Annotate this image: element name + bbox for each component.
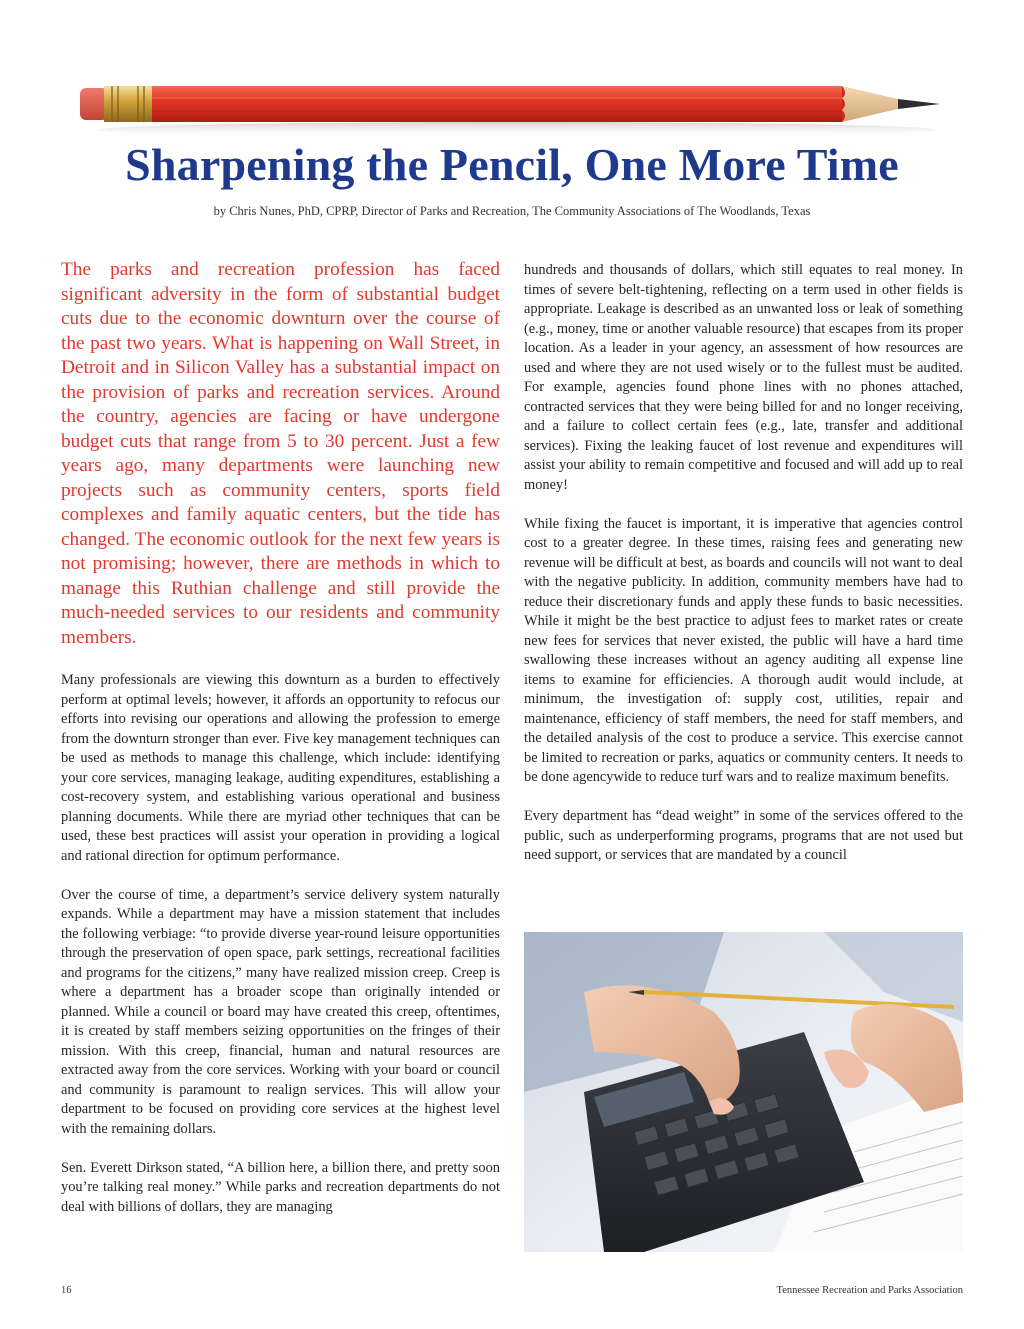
- lede-paragraph: The parks and recreation profession has faced significant adversity in the form of substantial budget cuts due to the economic downturn over the course of the past two years. What is happening on Wall Street, in Detroit and in Silicon Valley has a substantial impact on the provision of parks and recreation services. Around the country, agencies are facing or have undergone budget cuts that range from 5 to 30 percent. Just a few years ago, many departments were launching new projects such as community centers, sports field complexes and family aquatic centers, but the tide has changed. The economic outlook for the next few years is not promising; however, there are methods in which to manage this Ruthian challenge and still provide the much-needed services to our residents and community members.: [61, 259, 500, 648]
- body-paragraph: While fixing the faucet is important, it is imperative that agencies control cost to a greater degree. In these times, raising fees and generating new revenue will be difficult at best, as boards and councils will not want to deal with the negative publicity. In addition, community members have had to reduce their discretionary funds and apply these funds to basic necessities. While it might be the best practice to adjust fees to market rates or create new fees for services that never existed, the public will have a hard time swallowing these increases without an agency auditing all expense line items to examine for efficiencies. A thorough audit would include, at minimum, the investigation of: supply cost, utilities, repair and maintenance, efficiency of staff members, the need for staff members, and the detailed analysis of the cost to produce a service. This exercise cannot be limited to recreation or parks, aquatics or community centers. It needs to be done agencywide to reduce turf wars and to realize maximum benefits.: [524, 515, 963, 785]
- header-pencil-illustration: [78, 68, 948, 140]
- body-paragraph: Every department has “dead weight” in some of the services offered to the public, such as underperforming programs, programs that are not used but need support, or services that are mandated by a council: [524, 808, 963, 863]
- body-paragraph: hundreds and thousands of dollars, which still equates to real money. In times of severe belt-tightening, reflecting on a term used in other fields is appropriate. Leakage is described as an unwanted loss or leak of something (e.g., money, time or another valuable resource) that escapes from its proper location. As a leader in your agency, an assessment of how resources are used and where they are not used wisely or to the fullest must be audited. For example, agencies found phone lines with no phones attached, contracted services that they were being billed for and no longer receiving, and a failure to collect certain fees (e.g., late, transfer and additional services). Fixing the leaking faucet of lost revenue and expenditures will assist your ability to remain competitive and focused and will add up to real money!: [524, 262, 963, 493]
- right-column: [524, 261, 963, 885]
- article-title: Sharpening the Pencil, One More Time: [125, 139, 899, 190]
- body-paragraph: Many professionals are viewing this downturn as a burden to effectively perform at optimal levels; however, it affords an opportunity to refocus our efforts into revising our operations and allowing the profession to emerge from the downturn stronger than ever. Five key management techniques can be used as methods to manage this challenge, which include: identifying your core services, managing leakage, auditing expenditures, establishing a cost-recovery system, and establishing various operational and business planning documents. While there are myriad other techniques that can be used, these best practices will assist your operation in providing a logical and rational direction for optimum performance.: [61, 672, 500, 864]
- byline: by Chris Nunes, PhD, CPRP, Director of Parks and Recreation, The Community Associations of The Woodlands, Texas: [213, 204, 811, 218]
- publication-name: Tennessee Recreation and Parks Association: [776, 1285, 963, 1296]
- page-number: 16: [61, 1285, 72, 1296]
- left-column: [61, 258, 500, 1237]
- calculator-photo: [524, 932, 963, 1252]
- body-paragraph: Sen. Everett Dirkson stated, “A billion here, a billion there, and pretty soon you’re talking real money.” While parks and recreation departments do not deal with billions of dollars, they are managing: [61, 1159, 500, 1215]
- body-paragraph: Over the course of time, a department’s service delivery system naturally expands. While a department may have a mission statement that includes the following verbiage: “to provide diverse year-round leisure opportunities through the preservation of open space, park settings, recreational facilities and programs for the citizens,” many have realized mission creep. Creep is where a department has a broader scope than originally intended or planned. While a council or board may have created this creep, oftentimes, it is created by staff members seizing opportunities on the fringes of their mission. With this creep, financial, human and natural resources are extracted away from the core services. Working with your board or council and community is paramount to realign services. This will allow your department to be focused on providing core services at the highest level with the remaining dollars.: [61, 886, 500, 1137]
